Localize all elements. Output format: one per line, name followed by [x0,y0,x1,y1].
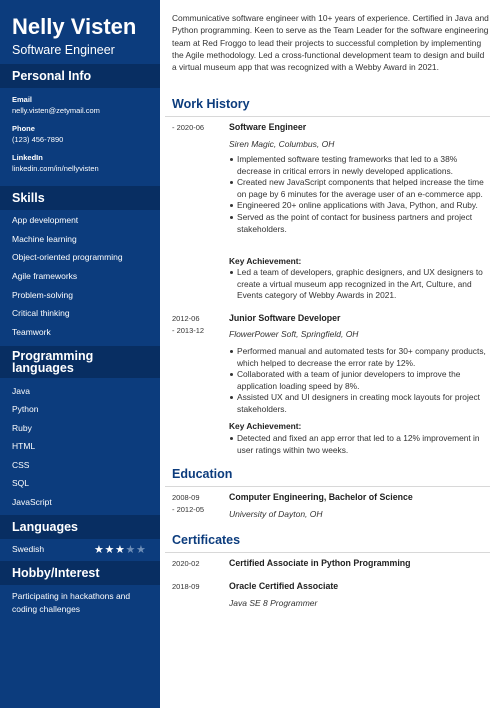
divider [165,486,490,487]
achievement-bullets [229,267,491,302]
skill-item: Teamwork [12,327,51,337]
list-item: Led a team of developers, graphic designers, and UX designers to create a virtual museum app recognized in the Art, Culture, and Events category of Webby Awards in 2021. [229,267,491,302]
list-item: Assisted UX and UI designers in creating mock layouts for project stakeholders. [229,392,491,415]
star-empty-icon: ★ [125,544,136,556]
education-date-line: 2008-09 [172,493,200,502]
language-item: JavaScript [12,497,52,507]
certificate-name: Oracle Certified Associate [229,581,339,591]
work-history-heading: Work History [172,97,250,111]
job-date [172,122,204,134]
certificate-date: 2020-02 [172,559,200,568]
education-heading: Education [172,467,233,481]
programming-heading-line2: languages [12,361,74,375]
job-title: Software Engineer [229,122,307,132]
sidebar [0,0,160,708]
job-bullets [229,154,491,235]
hobby-text: Participating in hackathons and coding challenges [12,591,131,614]
language-item: Python [12,404,39,414]
achievement-bullets [229,433,491,456]
email-label: Email [12,95,33,104]
language-item: HTML [12,441,36,451]
linkedin-label: LinkedIn [12,153,43,162]
programming-heading-line1: Programming [12,349,94,363]
education-date [172,492,204,515]
job-date-line: - 2020-06 [172,123,205,132]
job-date-line: - 2013-12 [172,325,205,335]
phone-label: Phone [12,124,35,133]
list-item: Collaborated with a team of junior developers to improve the application loading speed by 8%. [229,369,491,392]
skill-item: Problem-solving [12,290,73,300]
star-filled-icon: ★ [94,544,104,556]
certificate-date: 2018-09 [172,582,200,591]
language-item: CSS [12,460,30,470]
star-empty-icon: ★ [136,544,146,556]
school-name: University of Dayton, OH [229,509,323,519]
certificate-name: Certified Associate in Python Programming [229,558,411,568]
language-item: Ruby [12,423,32,433]
job-company: FlowerPower Soft, Springfield, OH [229,329,359,339]
list-item: Served as the point of contact for business partners and project stakeholders. [229,212,491,235]
personal-info-heading: Personal Info [0,64,160,88]
list-item: Engineered 20+ online applications with Java, Python, and Ruby. [229,200,491,212]
job-date-line: 2012-06 [172,314,200,323]
skill-item: App development [12,215,79,225]
certificate-detail: Java SE 8 Programmer [229,598,318,608]
job-date [172,313,204,336]
degree-title: Computer Engineering, Bachelor of Science [229,492,413,502]
list-item: Implemented software testing frameworks that led to a 38% decrease in critical errors in newly developed applications. [229,154,491,177]
phone-value: (123) 456-7890 [12,135,64,144]
star-filled-icon: ★ [115,544,125,556]
candidate-name: Nelly Visten [12,14,137,39]
key-achievement-label: Key Achievement: [229,421,302,431]
job-bullets [229,346,491,416]
language-rating [94,543,147,556]
skill-item: Critical thinking [12,308,70,318]
skill-item: Object-oriented programming [12,252,123,262]
skill-item: Agile frameworks [12,271,78,281]
programming-heading [0,346,160,378]
skill-item: Machine learning [12,234,77,244]
certificates-heading: Certificates [172,533,241,547]
divider [165,552,490,553]
spoken-language-name: Swedish [12,544,45,554]
candidate-title: Software Engineer [12,43,115,57]
divider [165,116,490,117]
hobby-heading: Hobby/Interest [0,561,160,585]
profile-summary: Communicative software engineer with 10+ years of experience. Certified in Java and Python programming. Keen to serve as the Team Leader for the software engineering team at Red Froggo to lead their projects to successful completion by implementing the Agile methodology. Led a cross-functional development team to design and build a virtual museum app that was recognized with a Webby Award in 2021. [172,13,489,73]
list-item: Detected and fixed an app error that led to a 12% improvement in user ratings within two weeks. [229,433,491,456]
list-item: Created new JavaScript components that helped increase the time on page by 6 minutes for the average user of an e-commerce app. [229,177,491,200]
email-value[interactable]: nelly.visten@zetymail.com [12,106,100,115]
language-item: SQL [12,478,30,488]
skills-heading: Skills [0,186,160,210]
job-company: Siren Magic, Columbus, OH [229,139,335,149]
key-achievement-label: Key Achievement: [229,256,302,266]
languages-heading: Languages [0,515,160,539]
list-item: Performed manual and automated tests for 30+ company products, which helped to decrease the error rate by 12%. [229,346,491,369]
education-date-line: - 2012-05 [172,504,205,514]
language-item: Java [12,386,30,396]
star-filled-icon: ★ [104,544,115,556]
job-title: Junior Software Developer [229,313,341,323]
linkedin-value[interactable]: linkedin.com/in/nellyvisten [12,164,99,173]
